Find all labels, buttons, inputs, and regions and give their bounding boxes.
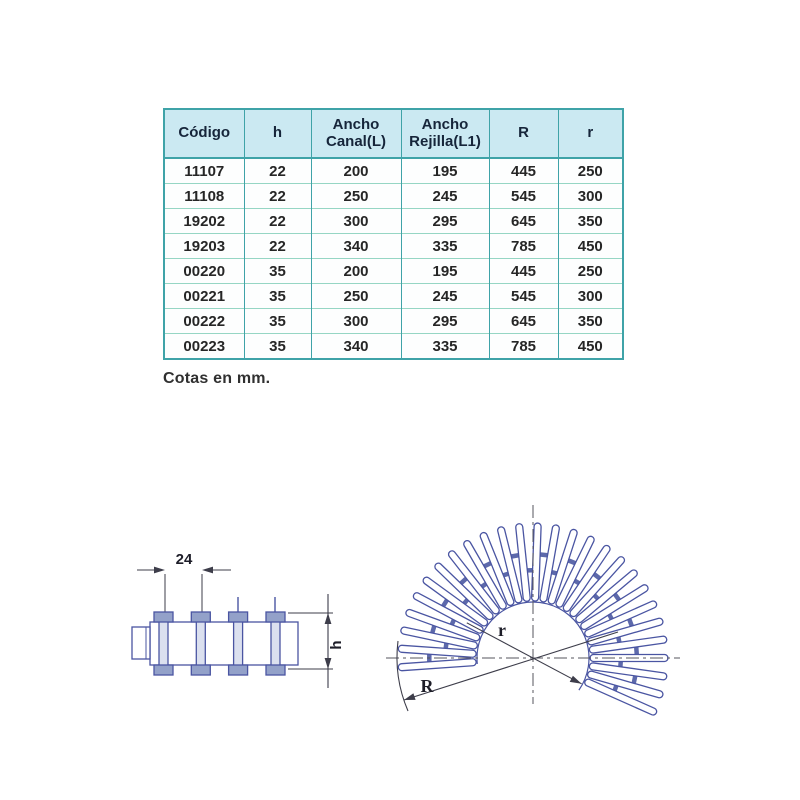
column-header-r: r [558,109,623,158]
table-cell: 245 [401,284,489,309]
table-cell: 340 [311,234,401,259]
column-header-ancho-canal: Ancho Canal(L) [311,109,401,158]
column-header-R: R [489,109,558,158]
fan-slat [398,658,476,670]
table-cell: 200 [311,259,401,284]
table-cell: 545 [489,284,558,309]
table-cell: 00221 [164,284,244,309]
table-cell: 11108 [164,184,244,209]
dim-arrow-right-icon [154,567,165,574]
width-dimension [137,570,231,614]
table-cell: 645 [489,209,558,234]
table-cell: 00223 [164,334,244,360]
table-row [164,184,623,209]
roller-pins [238,597,275,613]
table-cell: 450 [558,334,623,360]
header-row [164,109,623,158]
spec-table-body [164,158,623,359]
dim-arrow-left-icon [202,567,213,574]
table-cell: 19203 [164,234,244,259]
fan-diagram [386,505,680,716]
table-cell: 22 [244,184,311,209]
table-cell: 295 [401,309,489,334]
table-cell: 445 [489,259,558,284]
units-footnote: Cotas en mm. [163,370,271,387]
table-row [164,309,623,334]
table-cell: 350 [558,209,623,234]
table-cell: 335 [401,334,489,360]
table-cell: 200 [311,158,401,184]
table-cell: 350 [558,309,623,334]
table-cell: 545 [489,184,558,209]
table-cell: 645 [489,309,558,334]
table-cell: 11107 [164,158,244,184]
table-cell: 245 [401,184,489,209]
table-cell: 785 [489,234,558,259]
table-cell: 35 [244,334,311,360]
spec-table [163,108,624,360]
table-row [164,234,623,259]
table-cell: 300 [311,209,401,234]
outer-radius-label: R [420,676,434,696]
table-cell: 22 [244,209,311,234]
table-row [164,334,623,360]
spec-table-header [164,109,623,158]
table-cell: 335 [401,234,489,259]
table-row [164,158,623,184]
column-header-ancho-rejilla: Ancho Rejilla(L1) [401,109,489,158]
table-cell: 450 [558,234,623,259]
table-row [164,259,623,284]
height-dim-label: h [328,640,345,650]
table-cell: 250 [558,158,623,184]
table-cell: 22 [244,234,311,259]
table-cell: 19202 [164,209,244,234]
dim-arrow-icon [570,676,582,684]
dim-arrow-down-icon [325,658,332,669]
table-cell: 35 [244,259,311,284]
inner-radius-label: r [498,620,506,640]
table-cell: 785 [489,334,558,360]
table-cell: 35 [244,284,311,309]
table-cell: 195 [401,158,489,184]
table-cell: 00222 [164,309,244,334]
table-cell: 300 [558,184,623,209]
table-cell: 340 [311,334,401,360]
table-cell: 300 [311,309,401,334]
column-header-h: h [244,109,311,158]
table-cell: 00220 [164,259,244,284]
table-cell: 295 [401,209,489,234]
table-cell: 35 [244,309,311,334]
table-cell: 445 [489,158,558,184]
table-cell: 250 [311,184,401,209]
table-cell: 300 [558,284,623,309]
table-row [164,284,623,309]
width-dim-label: 24 [175,551,193,568]
table-row [164,209,623,234]
table-cell: 195 [401,259,489,284]
table-cell: 250 [558,259,623,284]
technical-drawings [0,430,800,800]
table-cell: 22 [244,158,311,184]
table-cell: 250 [311,284,401,309]
dim-arrow-up-icon [325,613,332,624]
column-header-codigo: Código [164,109,244,158]
dim-arrow-icon [404,693,416,700]
section-diagram [132,551,345,688]
